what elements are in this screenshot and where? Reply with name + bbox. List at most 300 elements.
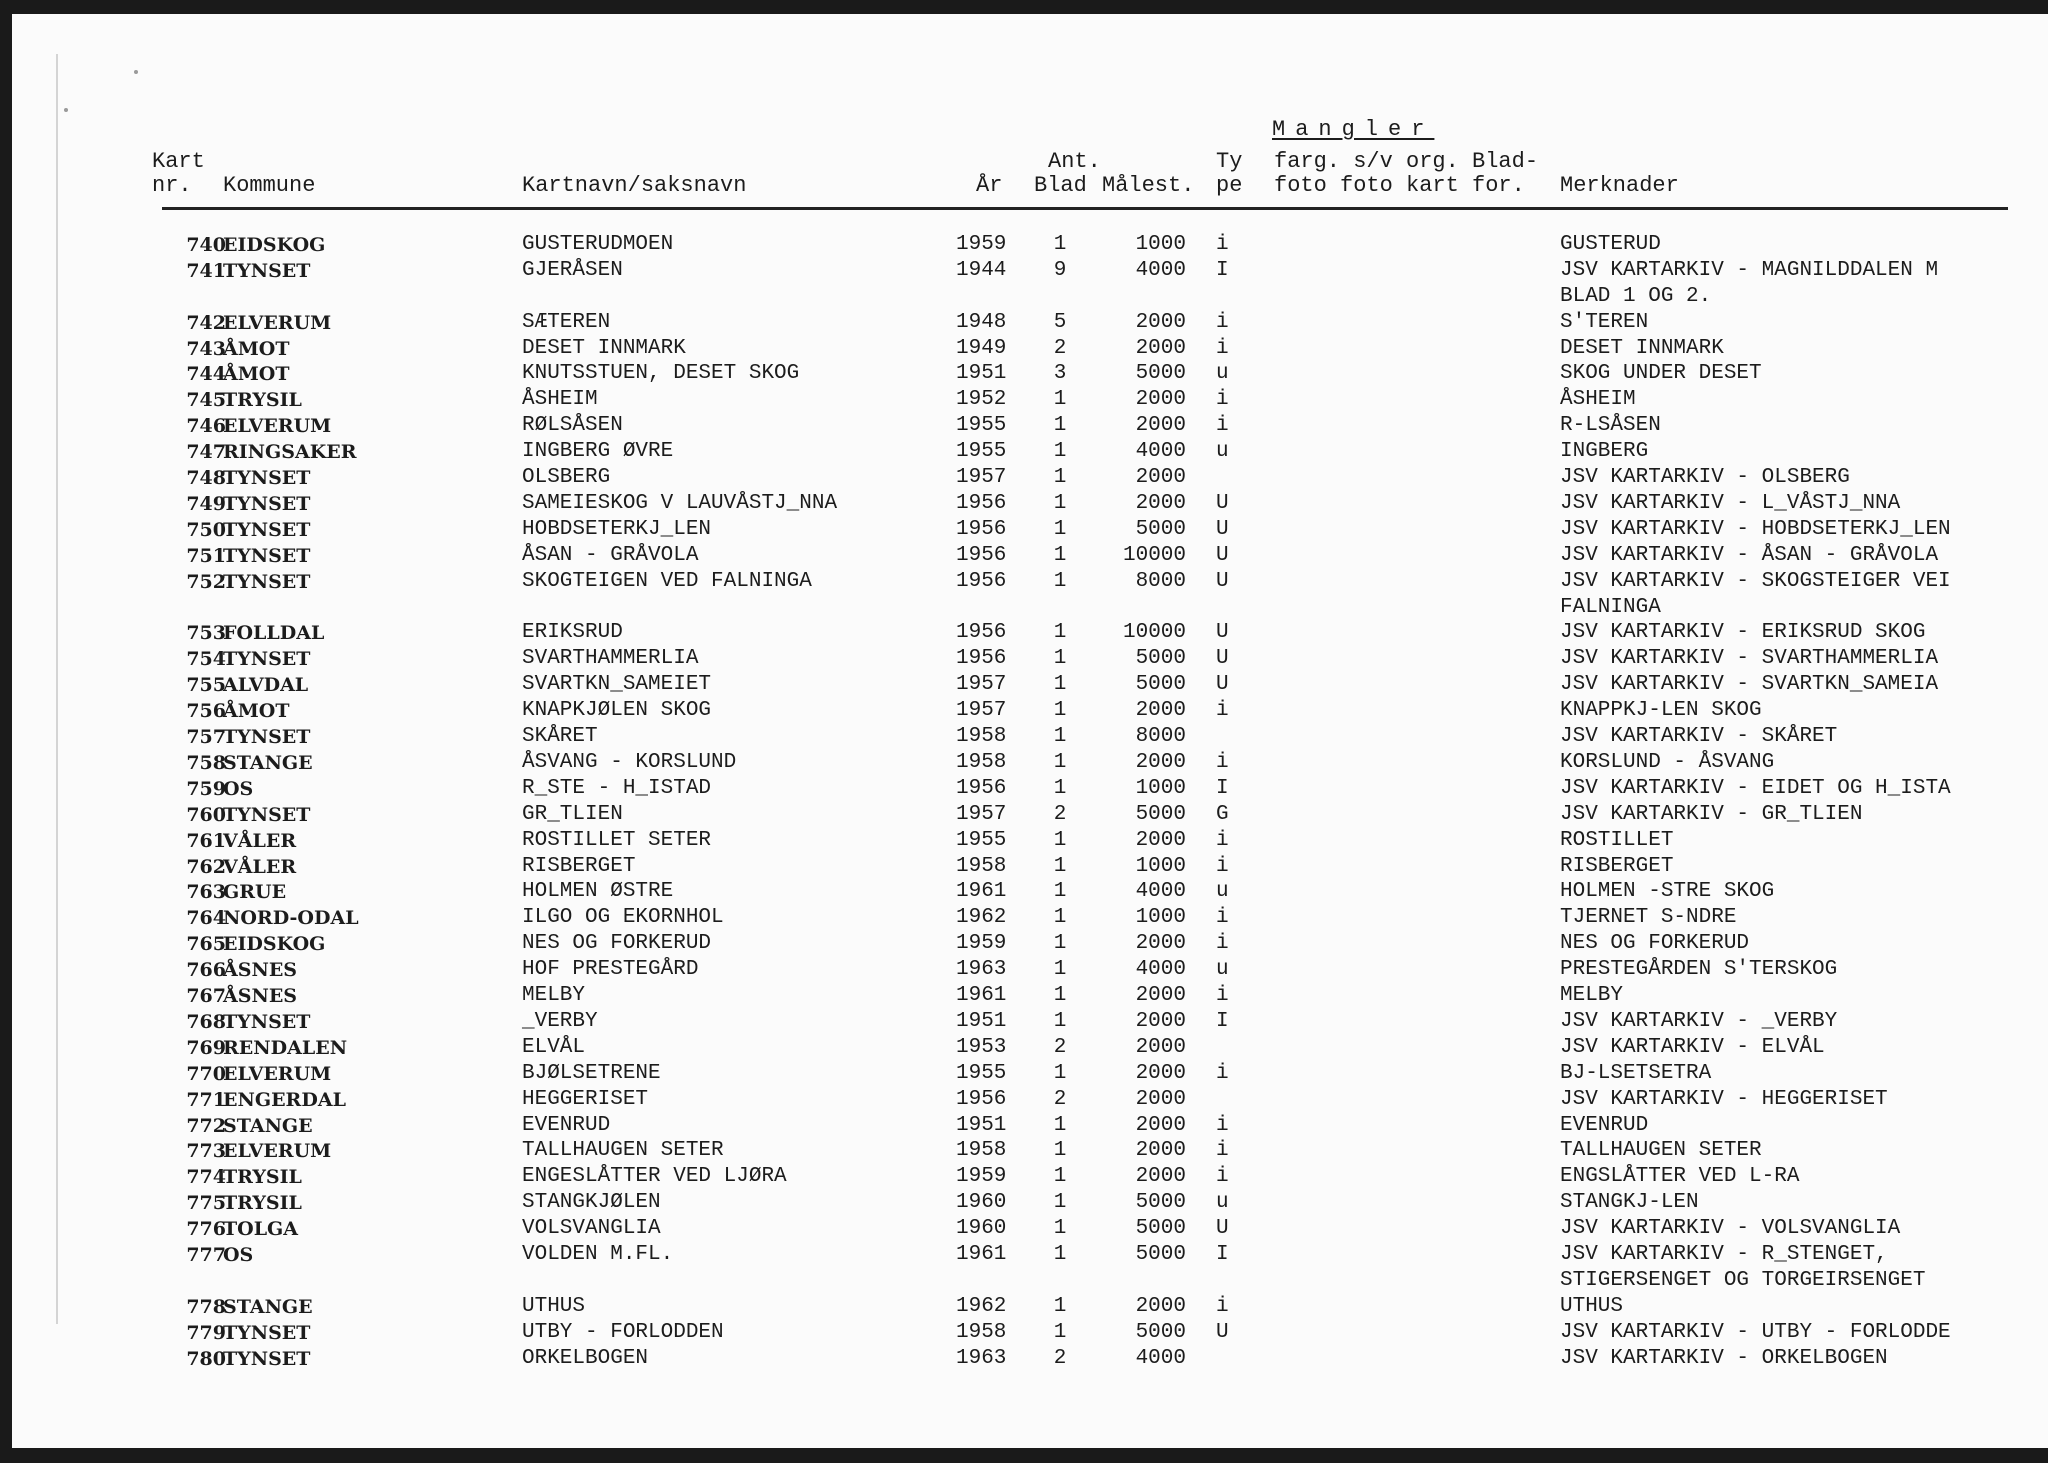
cell-merk: JSV KARTARKIV - _VERBY <box>1560 1010 1838 1033</box>
cell-merk: RISBERGET <box>1560 855 1674 878</box>
cell-kommune: TYNSET <box>223 493 311 515</box>
cell-nr: 741 <box>186 260 226 282</box>
cell-merk-continuation: BLAD 1 OG 2. <box>1560 285 1712 308</box>
cell-type: i <box>1216 855 1229 878</box>
cell-malest: 8000 <box>1135 725 1186 748</box>
cell-kommune: TYNSET <box>223 1348 311 1370</box>
cell-navn: ERIKSRUD <box>522 621 623 644</box>
cell-blad: 1 <box>1053 1295 1067 1318</box>
cell-malest: 2000 <box>1135 1295 1186 1318</box>
cell-kommune: STANGE <box>223 1115 313 1137</box>
cell-type: i <box>1216 699 1229 722</box>
cell-kommune: TRYSIL <box>223 1166 302 1188</box>
cell-aar: 1957 <box>956 699 1007 722</box>
cell-nr: 755 <box>186 674 226 696</box>
cell-blad: 1 <box>1053 1062 1067 1085</box>
cell-malest: 5000 <box>1135 1217 1186 1240</box>
cell-nr: 757 <box>186 726 226 748</box>
cell-navn: UTHUS <box>522 1295 586 1318</box>
cell-merk: NES OG FORKERUD <box>1560 932 1750 955</box>
cell-aar: 1961 <box>956 984 1007 1007</box>
cell-kommune: NORD-ODAL <box>223 907 359 929</box>
cell-nr: 744 <box>186 363 226 385</box>
cell-merk: MELBY <box>1560 984 1624 1007</box>
cell-merk: JSV KARTARKIV - ÅSAN - GRÅVOLA <box>1560 544 1939 567</box>
cell-aar: 1955 <box>956 440 1007 463</box>
cell-malest: 2000 <box>1135 1088 1186 1111</box>
cell-type: i <box>1216 337 1229 360</box>
cell-malest: 1000 <box>1135 777 1186 800</box>
cell-nr: 778 <box>186 1296 226 1318</box>
table-row <box>12 491 2048 517</box>
header-kartnavn: Kartnavn/saksnavn <box>522 173 747 198</box>
table-row <box>12 1087 2048 1113</box>
cell-merk: JSV KARTARKIV - MAGNILDDALEN M <box>1560 259 1939 282</box>
cell-navn: ÅSHEIM <box>522 388 598 411</box>
cell-blad: 1 <box>1053 1139 1067 1162</box>
cell-type: I <box>1216 777 1229 800</box>
cell-type: U <box>1216 647 1229 670</box>
cell-type: i <box>1216 388 1229 411</box>
cell-aar: 1959 <box>956 932 1007 955</box>
cell-merk: GUSTERUD <box>1560 233 1661 256</box>
cell-kommune: TOLGA <box>223 1218 299 1240</box>
cell-navn: VOLSVANGLIA <box>522 1217 661 1240</box>
cell-blad: 1 <box>1053 1243 1067 1266</box>
cell-malest: 5000 <box>1135 518 1186 541</box>
header-mangler-columns-1: farg. s/v org. Blad- <box>1274 149 1539 174</box>
cell-kommune: ÅMOT <box>223 700 290 722</box>
cell-kommune: ÅMOT <box>223 363 290 385</box>
table-row <box>12 232 2048 258</box>
cell-nr: 749 <box>186 493 226 515</box>
cell-merk: JSV KARTARKIV - HOBDSETERKJ_LEN <box>1560 518 1951 541</box>
cell-type: U <box>1216 544 1229 567</box>
cell-aar: 1958 <box>956 1321 1007 1344</box>
cell-navn: ÅSVANG - KORSLUND <box>522 751 737 774</box>
cell-navn: GR_TLIEN <box>522 803 623 826</box>
header-merknader: Merknader <box>1560 173 1679 198</box>
cell-aar: 1951 <box>956 1114 1007 1137</box>
cell-nr: 742 <box>186 312 226 334</box>
cell-aar: 1958 <box>956 725 1007 748</box>
table-row <box>12 1216 2048 1242</box>
cell-aar: 1948 <box>956 311 1007 334</box>
cell-kommune: EIDSKOG <box>223 933 326 955</box>
table-row <box>12 361 2048 387</box>
cell-type: I <box>1216 1243 1229 1266</box>
cell-navn: SVARTKN_SAMEIET <box>522 673 712 696</box>
cell-malest: 5000 <box>1135 673 1186 696</box>
cell-nr: 774 <box>186 1166 226 1188</box>
table-row <box>12 802 2048 828</box>
cell-kommune: ÅSNES <box>223 985 298 1007</box>
cell-aar: 1956 <box>956 621 1007 644</box>
cell-type: i <box>1216 233 1229 256</box>
cell-navn: HOF PRESTEGÅRD <box>522 958 699 981</box>
cell-merk: BJ-LSETSETRA <box>1560 1062 1712 1085</box>
cell-navn: SVARTHAMMERLIA <box>522 647 699 670</box>
cell-kommune: TYNSET <box>223 260 311 282</box>
cell-merk: JSV KARTARKIV - R_STENGET, <box>1560 1243 1888 1266</box>
cell-aar: 1949 <box>956 337 1007 360</box>
cell-kommune: TYNSET <box>223 519 311 541</box>
table-row <box>12 879 2048 905</box>
cell-nr: 766 <box>186 959 226 981</box>
cell-malest: 2000 <box>1135 466 1186 489</box>
header-blad: Blad <box>1034 173 1087 198</box>
cell-merk: HOLMEN -STRE SKOG <box>1560 880 1775 903</box>
cell-merk: JSV KARTARKIV - VOLSVANGLIA <box>1560 1217 1901 1240</box>
cell-navn: SKOGTEIGEN VED FALNINGA <box>522 570 812 593</box>
cell-nr: 763 <box>186 881 226 903</box>
cell-type: i <box>1216 751 1229 774</box>
cell-type: u <box>1216 1191 1229 1214</box>
cell-blad: 1 <box>1053 1114 1067 1137</box>
cell-type: i <box>1216 984 1229 1007</box>
header-mangler-columns-2: foto foto kart for. <box>1274 173 1525 198</box>
cell-aar: 1959 <box>956 233 1007 256</box>
cell-malest: 2000 <box>1135 1139 1186 1162</box>
cell-navn: HOBDSETERKJ_LEN <box>522 518 712 541</box>
table-row <box>12 387 2048 413</box>
header-mangler: Mangler <box>1272 117 1435 142</box>
cell-malest: 5000 <box>1135 1321 1186 1344</box>
cell-merk: INGBERG <box>1560 440 1649 463</box>
cell-kommune: GRUE <box>223 881 287 903</box>
cell-malest: 4000 <box>1135 440 1186 463</box>
cell-aar: 1956 <box>956 492 1007 515</box>
cell-malest: 2000 <box>1135 829 1186 852</box>
header-pe: pe <box>1216 173 1243 198</box>
cell-type: i <box>1216 1139 1229 1162</box>
cell-type: u <box>1216 440 1229 463</box>
cell-type: i <box>1216 414 1229 437</box>
cell-navn: TALLHAUGEN SETER <box>522 1139 724 1162</box>
cell-aar: 1951 <box>956 362 1007 385</box>
table-row <box>12 776 2048 802</box>
cell-malest: 2000 <box>1135 388 1186 411</box>
cell-blad: 1 <box>1053 906 1067 929</box>
cell-navn: SÆTEREN <box>522 311 611 334</box>
cell-malest: 2000 <box>1135 1036 1186 1059</box>
header-ty: Ty <box>1216 149 1243 174</box>
cell-kommune: OS <box>223 1244 254 1266</box>
cell-kommune: TYNSET <box>223 804 311 826</box>
scan-speck <box>64 108 68 112</box>
cell-nr: 745 <box>186 389 226 411</box>
cell-nr: 777 <box>186 1244 226 1266</box>
cell-malest: 10000 <box>1122 544 1186 567</box>
cell-blad: 5 <box>1053 311 1067 334</box>
cell-aar: 1962 <box>956 906 1007 929</box>
cell-navn: RØLSÅSEN <box>522 414 623 437</box>
cell-malest: 2000 <box>1135 311 1186 334</box>
cell-blad: 1 <box>1053 647 1067 670</box>
cell-kommune: TRYSIL <box>223 389 302 411</box>
cell-nr: 747 <box>186 441 226 463</box>
cell-merk: JSV KARTARKIV - L_VÅSTJ_NNA <box>1560 492 1901 515</box>
cell-merk: JSV KARTARKIV - SVARTHAMMERLIA <box>1560 647 1939 670</box>
table-row <box>12 1164 2048 1190</box>
table-row <box>12 1138 2048 1164</box>
cell-nr: 753 <box>186 622 226 644</box>
table-row <box>12 1061 2048 1087</box>
cell-navn: GJERÅSEN <box>522 259 623 282</box>
cell-malest: 1000 <box>1135 906 1186 929</box>
cell-blad: 1 <box>1053 673 1067 696</box>
cell-aar: 1958 <box>956 1139 1007 1162</box>
cell-kommune: TYNSET <box>223 648 311 670</box>
cell-type: i <box>1216 906 1229 929</box>
table-row <box>12 957 2048 983</box>
table-row <box>12 1009 2048 1035</box>
cell-aar: 1957 <box>956 673 1007 696</box>
cell-blad: 1 <box>1053 984 1067 1007</box>
cell-nr: 740 <box>186 234 226 256</box>
cell-type: u <box>1216 880 1229 903</box>
cell-kommune: RINGSAKER <box>223 441 357 463</box>
cell-aar: 1952 <box>956 388 1007 411</box>
cell-type: U <box>1216 492 1229 515</box>
cell-merk: JSV KARTARKIV - ELVÅL <box>1560 1036 1825 1059</box>
cell-blad: 1 <box>1053 1321 1067 1344</box>
cell-malest: 4000 <box>1135 880 1186 903</box>
cell-blad: 1 <box>1053 855 1067 878</box>
cell-malest: 4000 <box>1135 958 1186 981</box>
table-row <box>12 1320 2048 1346</box>
cell-type: i <box>1216 1295 1229 1318</box>
cell-merk: PRESTEGÅRDEN S'TERSKOG <box>1560 958 1838 981</box>
header-nr: nr. <box>152 173 192 198</box>
cell-blad: 1 <box>1053 1165 1067 1188</box>
cell-blad: 2 <box>1053 1347 1067 1370</box>
cell-kommune: ELVERUM <box>223 1063 332 1085</box>
cell-kommune: ÅSNES <box>223 959 298 981</box>
table-row <box>12 854 2048 880</box>
cell-aar: 1958 <box>956 855 1007 878</box>
header-rule <box>162 207 2008 210</box>
table-row <box>12 543 2048 569</box>
table-row <box>12 465 2048 491</box>
header-malest: Målest. <box>1102 173 1195 198</box>
table-row <box>12 1242 2048 1268</box>
cell-nr: 743 <box>186 338 226 360</box>
cell-merk: SKOG UNDER DESET <box>1560 362 1762 385</box>
table-row <box>12 931 2048 957</box>
table-row <box>12 1035 2048 1061</box>
cell-merk-continuation: FALNINGA <box>1560 596 1661 619</box>
cell-kommune: RENDALEN <box>223 1037 348 1059</box>
cell-merk: KNAPPKJ-LEN SKOG <box>1560 699 1762 722</box>
cell-navn: SKÅRET <box>522 725 598 748</box>
cell-navn: KNAPKJØLEN SKOG <box>522 699 712 722</box>
cell-nr: 767 <box>186 985 226 1007</box>
cell-navn: KNUTSSTUEN, DESET SKOG <box>522 362 800 385</box>
cell-blad: 3 <box>1053 362 1067 385</box>
cell-merk: TALLHAUGEN SETER <box>1560 1139 1762 1162</box>
cell-navn: ÅSAN - GRÅVOLA <box>522 544 699 567</box>
cell-blad: 1 <box>1053 518 1067 541</box>
table-row <box>12 1346 2048 1372</box>
cell-blad: 1 <box>1053 829 1067 852</box>
cell-merk: ROSTILLET <box>1560 829 1674 852</box>
header-kommune: Kommune <box>223 173 316 198</box>
document-page <box>12 14 2048 1448</box>
scan-speck <box>134 70 138 74</box>
cell-malest: 5000 <box>1135 362 1186 385</box>
cell-type: U <box>1216 673 1229 696</box>
cell-blad: 9 <box>1053 259 1067 282</box>
cell-kommune: EIDSKOG <box>223 234 326 256</box>
cell-merk: JSV KARTARKIV - EIDET OG H_ISTA <box>1560 777 1951 800</box>
table-row <box>12 439 2048 465</box>
cell-kommune: TRYSIL <box>223 1192 302 1214</box>
cell-blad: 1 <box>1053 233 1067 256</box>
cell-merk-continuation: STIGERSENGET OG TORGEIRSENGET <box>1560 1269 1926 1292</box>
cell-merk: JSV KARTARKIV - ORKELBOGEN <box>1560 1347 1888 1370</box>
cell-navn: HOLMEN ØSTRE <box>522 880 674 903</box>
cell-kommune: ELVERUM <box>223 312 332 334</box>
cell-aar: 1956 <box>956 544 1007 567</box>
cell-aar: 1956 <box>956 570 1007 593</box>
cell-blad: 1 <box>1053 466 1067 489</box>
cell-kommune: STANGE <box>223 752 313 774</box>
cell-kommune: STANGE <box>223 1296 313 1318</box>
cell-malest: 8000 <box>1135 570 1186 593</box>
cell-aar: 1960 <box>956 1191 1007 1214</box>
cell-aar: 1957 <box>956 466 1007 489</box>
header-ant: Ant. <box>1048 149 1101 174</box>
cell-aar: 1957 <box>956 803 1007 826</box>
cell-nr: 770 <box>186 1063 226 1085</box>
cell-type: i <box>1216 1062 1229 1085</box>
cell-malest: 2000 <box>1135 414 1186 437</box>
cell-navn: MELBY <box>522 984 586 1007</box>
table-row <box>12 905 2048 931</box>
cell-blad: 1 <box>1053 621 1067 644</box>
cell-blad: 2 <box>1053 803 1067 826</box>
cell-kommune: TYNSET <box>223 545 311 567</box>
table-row <box>12 750 2048 776</box>
table-row <box>12 1190 2048 1216</box>
cell-kommune: ELVERUM <box>223 1140 332 1162</box>
cell-type: U <box>1216 1321 1229 1344</box>
cell-blad: 2 <box>1053 1088 1067 1111</box>
cell-blad: 1 <box>1053 544 1067 567</box>
cell-blad: 1 <box>1053 440 1067 463</box>
cell-type: U <box>1216 621 1229 644</box>
cell-malest: 2000 <box>1135 984 1186 1007</box>
cell-type: I <box>1216 259 1229 282</box>
cell-blad: 2 <box>1053 1036 1067 1059</box>
cell-type: u <box>1216 362 1229 385</box>
cell-type: i <box>1216 311 1229 334</box>
cell-navn: OLSBERG <box>522 466 611 489</box>
cell-type: i <box>1216 1165 1229 1188</box>
cell-malest: 2000 <box>1135 492 1186 515</box>
cell-malest: 2000 <box>1135 337 1186 360</box>
cell-blad: 1 <box>1053 1217 1067 1240</box>
cell-navn: _VERBY <box>522 1010 598 1033</box>
cell-nr: 751 <box>186 545 226 567</box>
cell-merk: TJERNET S-NDRE <box>1560 906 1737 929</box>
cell-type: i <box>1216 932 1229 955</box>
cell-blad: 1 <box>1053 958 1067 981</box>
cell-navn: DESET INNMARK <box>522 337 686 360</box>
cell-navn: R_STE - H_ISTAD <box>522 777 712 800</box>
cell-blad: 1 <box>1053 725 1067 748</box>
cell-merk: JSV KARTARKIV - ERIKSRUD SKOG <box>1560 621 1926 644</box>
cell-nr: 775 <box>186 1192 226 1214</box>
table-row <box>12 724 2048 750</box>
cell-malest: 10000 <box>1122 621 1186 644</box>
cell-type: U <box>1216 1217 1229 1240</box>
cell-merk: KORSLUND - ÅSVANG <box>1560 751 1775 774</box>
cell-navn: ELVÅL <box>522 1036 586 1059</box>
cell-aar: 1956 <box>956 1088 1007 1111</box>
cell-type: i <box>1216 1114 1229 1137</box>
cell-merk: S'TEREN <box>1560 311 1649 334</box>
cell-blad: 1 <box>1053 932 1067 955</box>
cell-nr: 771 <box>186 1089 226 1111</box>
cell-merk: JSV KARTARKIV - SVARTKN_SAMEIA <box>1560 673 1939 696</box>
cell-type: G <box>1216 803 1229 826</box>
cell-navn: RISBERGET <box>522 855 636 878</box>
cell-nr: 759 <box>186 778 226 800</box>
cell-navn: EVENRUD <box>522 1114 611 1137</box>
cell-aar: 1963 <box>956 958 1007 981</box>
cell-malest: 5000 <box>1135 803 1186 826</box>
cell-navn: ROSTILLET SETER <box>522 829 712 852</box>
cell-merk: EVENRUD <box>1560 1114 1649 1137</box>
cell-kommune: TYNSET <box>223 726 311 748</box>
cell-aar: 1956 <box>956 518 1007 541</box>
cell-navn: ORKELBOGEN <box>522 1347 649 1370</box>
cell-merk: JSV KARTARKIV - UTBY - FORLODDE <box>1560 1321 1951 1344</box>
table-row <box>12 336 2048 362</box>
cell-nr: 772 <box>186 1115 226 1137</box>
cell-nr: 746 <box>186 415 226 437</box>
cell-kommune: ENGERDAL <box>223 1089 346 1111</box>
cell-nr: 769 <box>186 1037 226 1059</box>
cell-aar: 1961 <box>956 880 1007 903</box>
cell-malest: 2000 <box>1135 932 1186 955</box>
cell-merk: JSV KARTARKIV - GR_TLIEN <box>1560 803 1863 826</box>
cell-navn: BJØLSETRENE <box>522 1062 661 1085</box>
header-kart: Kart <box>152 149 205 174</box>
cell-type: U <box>1216 570 1229 593</box>
cell-malest: 4000 <box>1135 1347 1186 1370</box>
cell-navn: INGBERG ØVRE <box>522 440 674 463</box>
cell-blad: 1 <box>1053 777 1067 800</box>
cell-aar: 1956 <box>956 647 1007 670</box>
cell-aar: 1953 <box>956 1036 1007 1059</box>
table-row <box>12 310 2048 336</box>
cell-aar: 1961 <box>956 1243 1007 1266</box>
cell-blad: 1 <box>1053 388 1067 411</box>
cell-merk: ENGSLÅTTER VED L-RA <box>1560 1165 1800 1188</box>
cell-aar: 1959 <box>956 1165 1007 1188</box>
cell-merk: JSV KARTARKIV - SKÅRET <box>1560 725 1838 748</box>
cell-nr: 748 <box>186 467 226 489</box>
cell-type: I <box>1216 1010 1229 1033</box>
cell-merk: JSV KARTARKIV - SKOGSTEIGER VEI <box>1560 570 1951 593</box>
cell-navn: ILGO OG EKORNHOL <box>522 906 724 929</box>
table-row <box>12 828 2048 854</box>
table-row <box>12 1294 2048 1320</box>
cell-type: i <box>1216 829 1229 852</box>
